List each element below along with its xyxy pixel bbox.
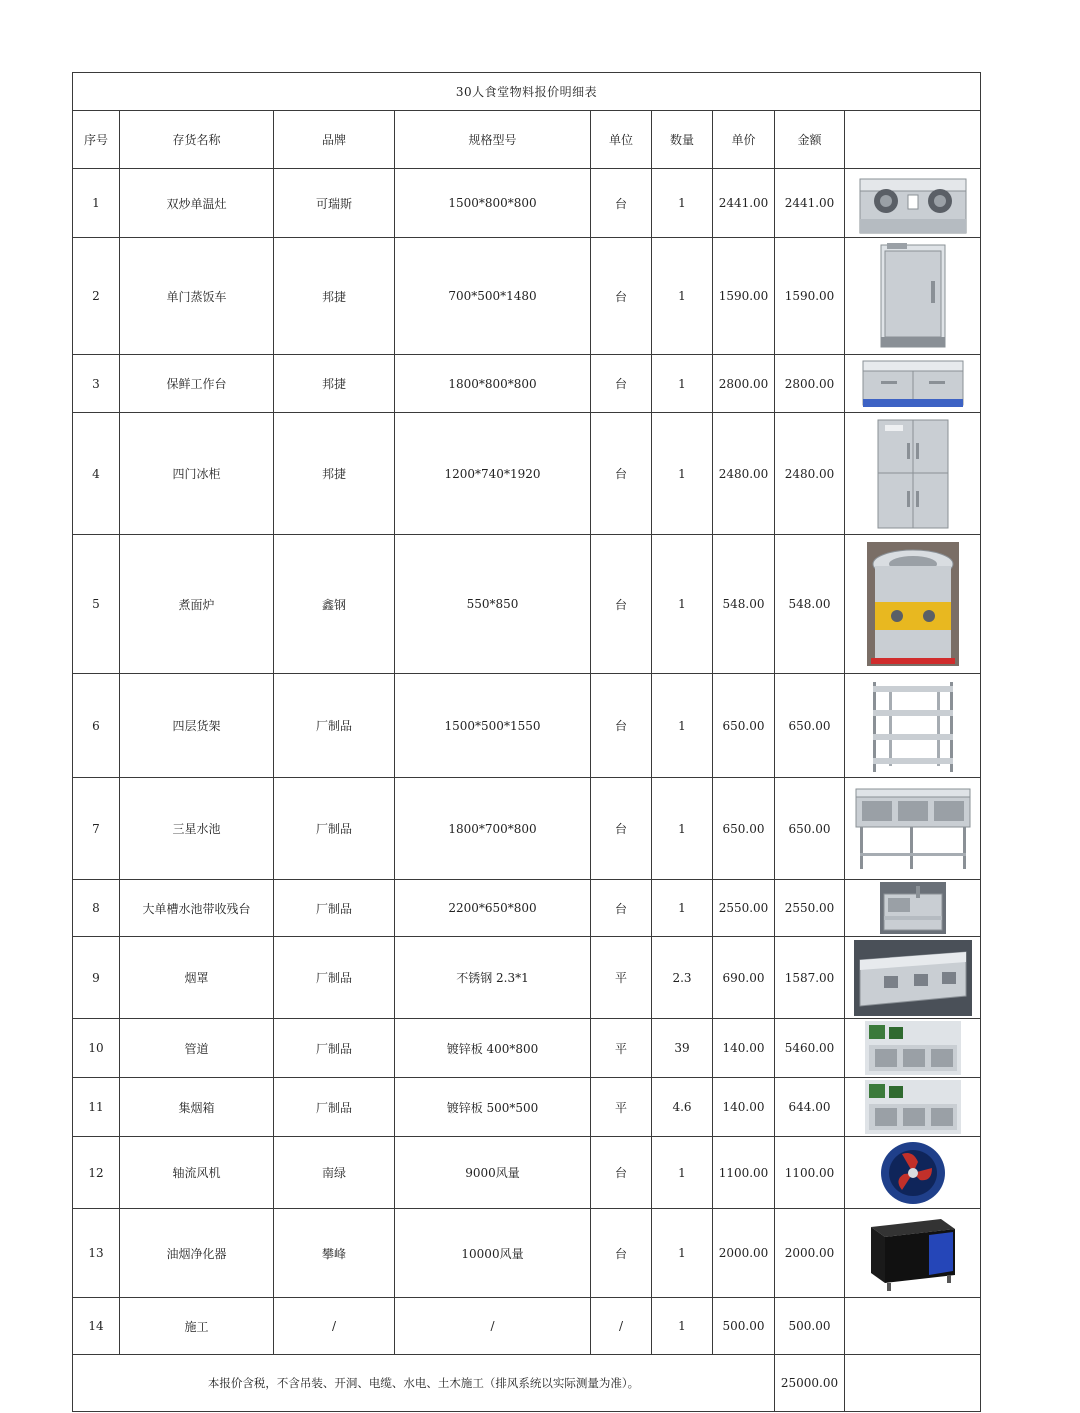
cell-price: 2000.00 bbox=[713, 1209, 775, 1298]
cell-amount: 1587.00 bbox=[775, 937, 845, 1019]
header-unit: 单位 bbox=[591, 111, 652, 169]
header-qty: 数量 bbox=[652, 111, 713, 169]
table-row bbox=[73, 1298, 981, 1355]
table-title: 30人食堂物料报价明细表 bbox=[73, 73, 981, 111]
cell-name: 单门蒸饭车 bbox=[120, 238, 274, 355]
cell-index: 11 bbox=[73, 1078, 120, 1137]
cell-price: 650.00 bbox=[713, 674, 775, 778]
cell-index: 3 bbox=[73, 355, 120, 413]
cell-amount: 644.00 bbox=[775, 1078, 845, 1137]
cell-amount: 1590.00 bbox=[775, 238, 845, 355]
cell-index: 2 bbox=[73, 238, 120, 355]
cell-name: 三星水池 bbox=[120, 778, 274, 880]
header-row bbox=[73, 111, 981, 169]
cell-index: 14 bbox=[73, 1298, 120, 1355]
cell-name: 保鲜工作台 bbox=[120, 355, 274, 413]
cell-unit: 台 bbox=[591, 1209, 652, 1298]
cell-unit: 台 bbox=[591, 880, 652, 937]
table-row bbox=[73, 238, 981, 355]
cell-qty: 1 bbox=[652, 880, 713, 937]
header-brand: 品牌 bbox=[274, 111, 395, 169]
cell-amount: 548.00 bbox=[775, 535, 845, 674]
triple-sink-photo bbox=[845, 778, 981, 880]
cell-price: 2480.00 bbox=[713, 413, 775, 535]
noodle-cooker-photo bbox=[845, 535, 981, 674]
cell-unit: 平 bbox=[591, 1078, 652, 1137]
cell-index: 4 bbox=[73, 413, 120, 535]
cell-name: 烟罩 bbox=[120, 937, 274, 1019]
footer-empty-cell bbox=[845, 1355, 981, 1412]
cell-brand: 鑫钢 bbox=[274, 535, 395, 674]
cell-index: 5 bbox=[73, 535, 120, 674]
cell-brand: 邦捷 bbox=[274, 413, 395, 535]
cell-spec: 700*500*1480 bbox=[395, 238, 591, 355]
cell-unit: 平 bbox=[591, 1019, 652, 1078]
cell-unit: / bbox=[591, 1298, 652, 1355]
cell-price: 140.00 bbox=[713, 1078, 775, 1137]
cell-brand: / bbox=[274, 1298, 395, 1355]
cell-index: 9 bbox=[73, 937, 120, 1019]
cell-amount: 5460.00 bbox=[775, 1019, 845, 1078]
header-spec: 规格型号 bbox=[395, 111, 591, 169]
cell-name: 油烟净化器 bbox=[120, 1209, 274, 1298]
empty-image-cell bbox=[845, 1298, 981, 1355]
cell-unit: 台 bbox=[591, 1137, 652, 1209]
cell-qty: 1 bbox=[652, 1137, 713, 1209]
cell-qty: 1 bbox=[652, 1209, 713, 1298]
cell-qty: 39 bbox=[652, 1019, 713, 1078]
table-row bbox=[73, 1019, 981, 1078]
cell-price: 1100.00 bbox=[713, 1137, 775, 1209]
cell-unit: 台 bbox=[591, 535, 652, 674]
cell-price: 650.00 bbox=[713, 778, 775, 880]
cell-brand: 厂制品 bbox=[274, 937, 395, 1019]
cell-price: 2550.00 bbox=[713, 880, 775, 937]
cell-qty: 1 bbox=[652, 778, 713, 880]
rice-steamer-cabinet-photo bbox=[845, 238, 981, 355]
table-row bbox=[73, 535, 981, 674]
cell-qty: 2.3 bbox=[652, 937, 713, 1019]
cell-price: 2441.00 bbox=[713, 169, 775, 238]
table-row bbox=[73, 1078, 981, 1137]
cell-price: 2800.00 bbox=[713, 355, 775, 413]
cell-name: 集烟箱 bbox=[120, 1078, 274, 1137]
footer-note: 本报价含税，不含吊装、开洞、电缆、水电、土木施工（排风系统以实际测量为准）。 bbox=[73, 1355, 775, 1412]
cell-price: 548.00 bbox=[713, 535, 775, 674]
cell-index: 7 bbox=[73, 778, 120, 880]
cell-amount: 2480.00 bbox=[775, 413, 845, 535]
cell-unit: 台 bbox=[591, 674, 652, 778]
cell-spec: 1500*800*800 bbox=[395, 169, 591, 238]
cell-brand: 邦捷 bbox=[274, 238, 395, 355]
table-row bbox=[73, 674, 981, 778]
cell-unit: 台 bbox=[591, 355, 652, 413]
cell-qty: 1 bbox=[652, 674, 713, 778]
cell-spec: 1800*800*800 bbox=[395, 355, 591, 413]
cell-price: 140.00 bbox=[713, 1019, 775, 1078]
cell-index: 1 bbox=[73, 169, 120, 238]
cell-price: 1590.00 bbox=[713, 238, 775, 355]
cell-index: 6 bbox=[73, 674, 120, 778]
cell-spec: 镀锌板 500*500 bbox=[395, 1078, 591, 1137]
cell-qty: 4.6 bbox=[652, 1078, 713, 1137]
cell-spec: 镀锌板 400*800 bbox=[395, 1019, 591, 1078]
cell-index: 12 bbox=[73, 1137, 120, 1209]
cell-amount: 2550.00 bbox=[775, 880, 845, 937]
cell-brand: 可瑞斯 bbox=[274, 169, 395, 238]
cell-name: 施工 bbox=[120, 1298, 274, 1355]
footer-row bbox=[73, 1355, 981, 1412]
table-row bbox=[73, 169, 981, 238]
cell-brand: 厂制品 bbox=[274, 1078, 395, 1137]
cell-qty: 1 bbox=[652, 169, 713, 238]
cell-index: 13 bbox=[73, 1209, 120, 1298]
quotation-table bbox=[72, 72, 981, 1412]
cell-amount: 650.00 bbox=[775, 778, 845, 880]
cell-name: 双炒单温灶 bbox=[120, 169, 274, 238]
header-name: 存货名称 bbox=[120, 111, 274, 169]
duct-photo bbox=[845, 1019, 981, 1078]
single-sink-with-table-photo bbox=[845, 880, 981, 937]
cell-amount: 2441.00 bbox=[775, 169, 845, 238]
header-price: 单价 bbox=[713, 111, 775, 169]
cell-brand: 邦捷 bbox=[274, 355, 395, 413]
cell-name: 管道 bbox=[120, 1019, 274, 1078]
cell-spec: 10000风量 bbox=[395, 1209, 591, 1298]
header-image bbox=[845, 111, 981, 169]
cell-brand: 厂制品 bbox=[274, 778, 395, 880]
cell-spec: 9000风量 bbox=[395, 1137, 591, 1209]
cell-spec: 2200*650*800 bbox=[395, 880, 591, 937]
cell-qty: 1 bbox=[652, 413, 713, 535]
cell-name: 轴流风机 bbox=[120, 1137, 274, 1209]
cell-unit: 台 bbox=[591, 169, 652, 238]
axial-fan-photo bbox=[845, 1137, 981, 1209]
cell-amount: 2800.00 bbox=[775, 355, 845, 413]
cell-spec: 550*850 bbox=[395, 535, 591, 674]
cell-name: 四层货架 bbox=[120, 674, 274, 778]
double-wok-stove-photo bbox=[845, 169, 981, 238]
cell-amount: 2000.00 bbox=[775, 1209, 845, 1298]
table-row bbox=[73, 880, 981, 937]
range-hood-photo bbox=[845, 937, 981, 1019]
cell-unit: 台 bbox=[591, 413, 652, 535]
cell-name: 大单槽水池带收残台 bbox=[120, 880, 274, 937]
header-index: 序号 bbox=[73, 111, 120, 169]
cell-qty: 1 bbox=[652, 355, 713, 413]
refrigerated-workbench-photo bbox=[845, 355, 981, 413]
fume-purifier-photo bbox=[845, 1209, 981, 1298]
cell-amount: 1100.00 bbox=[775, 1137, 845, 1209]
header-amount: 金额 bbox=[775, 111, 845, 169]
cell-brand: 厂制品 bbox=[274, 674, 395, 778]
table-row bbox=[73, 937, 981, 1019]
cell-spec: / bbox=[395, 1298, 591, 1355]
table-row bbox=[73, 413, 981, 535]
cell-unit: 台 bbox=[591, 238, 652, 355]
four-door-fridge-photo bbox=[845, 413, 981, 535]
cell-name: 煮面炉 bbox=[120, 535, 274, 674]
cell-name: 四门冰柜 bbox=[120, 413, 274, 535]
cell-brand: 厂制品 bbox=[274, 880, 395, 937]
table-row bbox=[73, 1137, 981, 1209]
smoke-box-photo bbox=[845, 1078, 981, 1137]
cell-index: 10 bbox=[73, 1019, 120, 1078]
table-row bbox=[73, 778, 981, 880]
cell-price: 690.00 bbox=[713, 937, 775, 1019]
four-tier-shelf-photo bbox=[845, 674, 981, 778]
cell-qty: 1 bbox=[652, 535, 713, 674]
cell-spec: 1200*740*1920 bbox=[395, 413, 591, 535]
cell-unit: 台 bbox=[591, 778, 652, 880]
cell-unit: 平 bbox=[591, 937, 652, 1019]
cell-qty: 1 bbox=[652, 238, 713, 355]
cell-spec: 不锈钢 2.3*1 bbox=[395, 937, 591, 1019]
cell-amount: 650.00 bbox=[775, 674, 845, 778]
table-row bbox=[73, 1209, 981, 1298]
cell-brand: 厂制品 bbox=[274, 1019, 395, 1078]
cell-spec: 1800*700*800 bbox=[395, 778, 591, 880]
footer-total: 25000.00 bbox=[775, 1355, 845, 1412]
cell-index: 8 bbox=[73, 880, 120, 937]
cell-qty: 1 bbox=[652, 1298, 713, 1355]
cell-spec: 1500*500*1550 bbox=[395, 674, 591, 778]
cell-brand: 攀峰 bbox=[274, 1209, 395, 1298]
cell-brand: 南绿 bbox=[274, 1137, 395, 1209]
cell-price: 500.00 bbox=[713, 1298, 775, 1355]
cell-amount: 500.00 bbox=[775, 1298, 845, 1355]
table-row bbox=[73, 355, 981, 413]
